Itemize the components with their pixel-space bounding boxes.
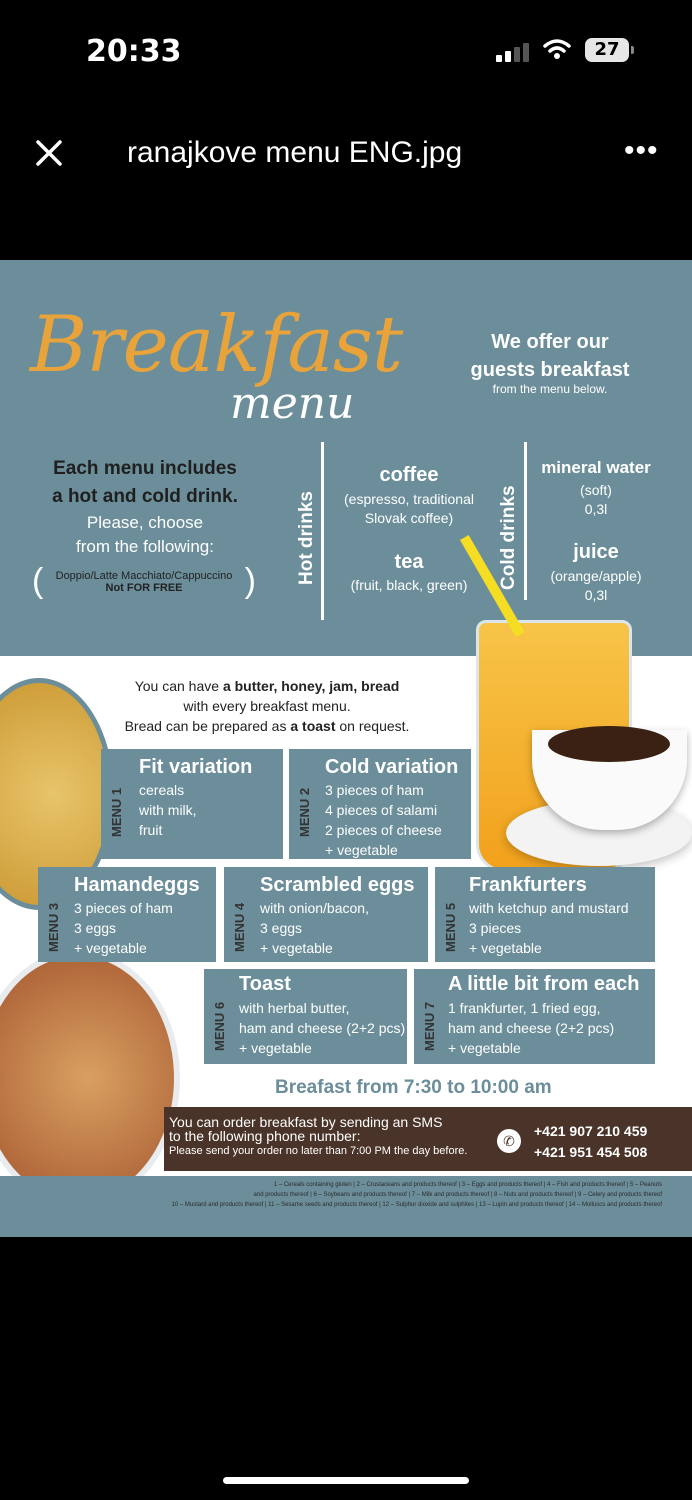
menu-card-2 — [289, 749, 471, 859]
menu-title: Frankfurters — [469, 874, 587, 896]
menu-items — [260, 898, 369, 958]
close-paren: ) — [244, 562, 256, 600]
water-heading: mineral water — [541, 458, 651, 477]
menu-line: 1 frankfurter, 1 fried egg, — [448, 1000, 601, 1016]
menu-line: cereals — [139, 782, 185, 798]
menu-tag: MENU 6 — [212, 1001, 227, 1051]
water-line-2: 0,3l — [584, 501, 608, 517]
cold-drinks-label: Cold drinks — [498, 485, 519, 590]
menu-tag: MENU 2 — [297, 787, 312, 837]
butter-line-3 — [92, 716, 442, 736]
sms-text — [169, 1115, 442, 1143]
menu-line: fruit — [139, 822, 163, 838]
menu-card-7 — [414, 969, 655, 1064]
menu-line: with onion/bacon, — [260, 900, 369, 916]
water-line-1: (soft) — [580, 482, 612, 498]
menu-line: + vegetable — [239, 1040, 312, 1056]
phone-numbers — [534, 1121, 647, 1163]
open-paren: ( — [32, 562, 44, 600]
extra-drinks-note — [32, 562, 256, 600]
menu-tag: MENU 1 — [109, 787, 124, 837]
divider-hot — [321, 442, 324, 620]
menu-title: Cold variation — [325, 756, 459, 778]
more-options-icon[interactable]: ••• — [624, 134, 659, 167]
menu-script-word: menu — [230, 378, 355, 429]
menu-card-4 — [224, 867, 428, 962]
includes-text — [30, 455, 260, 559]
choose-line-2: from the following: — [76, 537, 214, 556]
menu-title: Toast — [239, 973, 291, 995]
menu-items — [74, 898, 173, 958]
extra-drinks: Doppio/Latte Macchiato/Cappuccino — [55, 570, 233, 582]
butter-line-1a: You can have — [134, 678, 223, 694]
butter-note — [92, 676, 442, 736]
clock: 20:33 — [86, 34, 182, 69]
phone-number-2: +421 951 454 508 — [534, 1144, 648, 1160]
breakfast-menu-image — [0, 260, 692, 1237]
menu-title: Hamandeggs — [74, 874, 200, 896]
menu-line: + vegetable — [448, 1040, 521, 1056]
juice-line-2: 0,3l — [584, 587, 608, 603]
offer-line-1: We offer our — [491, 331, 609, 353]
menu-card-5 — [435, 867, 655, 962]
menu-tag: MENU 3 — [46, 902, 61, 952]
allergen-line-1: 1 – Cereals containing gluten | 2 – Crustaceans and products thereof | 3 – Eggs and products thereof | 4 – Fish and products thereof | 5 – Peanuts — [273, 1182, 662, 1188]
coffee-details — [334, 490, 484, 528]
butter-line-3b: a toast — [290, 718, 336, 734]
juice-line-1: (orange/apple) — [550, 568, 642, 584]
menu-line: ham and cheese (2+2 pcs) — [239, 1020, 406, 1036]
menu-line: 2 pieces of cheese — [325, 822, 442, 838]
tea-heading: tea — [394, 551, 424, 573]
offer-subtext: from the menu below. — [492, 382, 608, 396]
file-title: ranajkove menu ENG.jpg — [127, 136, 463, 169]
menu-line: + vegetable — [260, 940, 333, 956]
viewer-toolbar — [0, 120, 692, 190]
cellular-signal-icon — [496, 42, 532, 62]
coffee-line-1: (espresso, traditional — [344, 491, 474, 507]
menu-line: 3 eggs — [74, 920, 117, 936]
menu-line: 3 pieces of ham — [74, 900, 173, 916]
close-icon[interactable] — [34, 138, 64, 168]
butter-line-3c: on request. — [335, 718, 410, 734]
coffee-surface-image — [548, 726, 670, 762]
menu-line: + vegetable — [469, 940, 542, 956]
butter-line-3a: Bread can be prepared as — [124, 718, 291, 734]
menu-items — [139, 780, 197, 840]
phone-number-1: +421 907 210 459 — [534, 1123, 648, 1139]
menu-items — [469, 898, 629, 958]
menu-line: 3 pieces of ham — [325, 782, 424, 798]
status-bar — [0, 0, 692, 100]
breakfast-script-title: Breakfast — [30, 300, 403, 390]
menu-line: + vegetable — [325, 842, 398, 858]
butter-line-1b: a butter, honey, jam, bread — [222, 678, 400, 694]
menu-line: 3 pieces — [469, 920, 522, 936]
butter-line-2: with every breakfast menu. — [183, 698, 351, 714]
water-details — [530, 481, 662, 519]
menu-tag: MENU 5 — [443, 902, 458, 952]
wifi-icon — [543, 38, 571, 60]
menu-title: Scrambled eggs — [260, 874, 415, 896]
sms-order-bar — [164, 1107, 692, 1171]
menu-card-3 — [38, 867, 216, 962]
coffee-line-2: Slovak coffee) — [364, 510, 454, 526]
hot-drinks-label: Hot drinks — [296, 491, 317, 585]
menu-items — [325, 780, 442, 860]
sms-deadline: Please send your order no later than 7:00 PM the day before. — [169, 1145, 468, 1157]
menu-line: 4 pieces of salami — [325, 802, 438, 818]
allergen-line-3: 10 – Mustard and products thereof | 11 – Sesame seeds and products thereof | 12 – Sulphur dioxide and sulphites | 13 – Lupin and products thereof | 14 – Molluscs and products thereof — [171, 1202, 662, 1208]
menu-line: ham and cheese (2+2 pcs) — [448, 1020, 615, 1036]
juice-details — [530, 567, 662, 605]
offer-line-2: guests breakfast — [470, 359, 630, 381]
offer-heading — [456, 328, 644, 384]
choose-line-1: Please, choose — [86, 513, 204, 532]
coffee-heading: coffee — [379, 464, 439, 486]
menu-items — [448, 998, 614, 1058]
tea-details: (fruit, black, green) — [350, 577, 468, 593]
menu-line: 3 eggs — [260, 920, 303, 936]
menu-items — [239, 998, 405, 1058]
phone-icon: ✆ — [497, 1129, 521, 1153]
menu-line: with ketchup and mustard — [469, 900, 629, 916]
includes-line-1: Each menu includes — [53, 458, 237, 479]
sms-line-1: You can order breakfast by sending an SMS — [169, 1114, 443, 1130]
not-free-label: Not FOR FREE — [105, 582, 183, 594]
menu-line: + vegetable — [74, 940, 147, 956]
sms-line-2: to the following phone number: — [169, 1128, 361, 1144]
menu-title: A little bit from each — [448, 973, 640, 995]
menu-line: with herbal butter, — [239, 1000, 350, 1016]
menu-line: with milk, — [139, 802, 197, 818]
battery-icon: 27 — [585, 38, 629, 62]
menu-tag: MENU 7 — [422, 1001, 437, 1051]
allergen-line-2: and products thereof | 6 – Soybeans and products thereof | 7 – Milk and products thereof | 8 – Nuts and products thereof | 9 – Celery and products thereof — [253, 1192, 662, 1198]
includes-line-2: a hot and cold drink. — [52, 486, 238, 507]
breakfast-plate-image — [0, 950, 180, 1206]
home-indicator[interactable] — [223, 1477, 469, 1484]
breakfast-hours: Breafast from 7:30 to 10:00 am — [275, 1077, 552, 1098]
juice-heading: juice — [573, 541, 619, 563]
menu-card-6 — [204, 969, 407, 1064]
menu-title: Fit variation — [139, 756, 253, 778]
allergen-legend — [0, 1176, 692, 1237]
butter-line-1 — [92, 676, 442, 696]
menu-tag: MENU 4 — [232, 902, 247, 952]
divider-cold — [524, 442, 527, 600]
menu-card-1 — [101, 749, 283, 859]
